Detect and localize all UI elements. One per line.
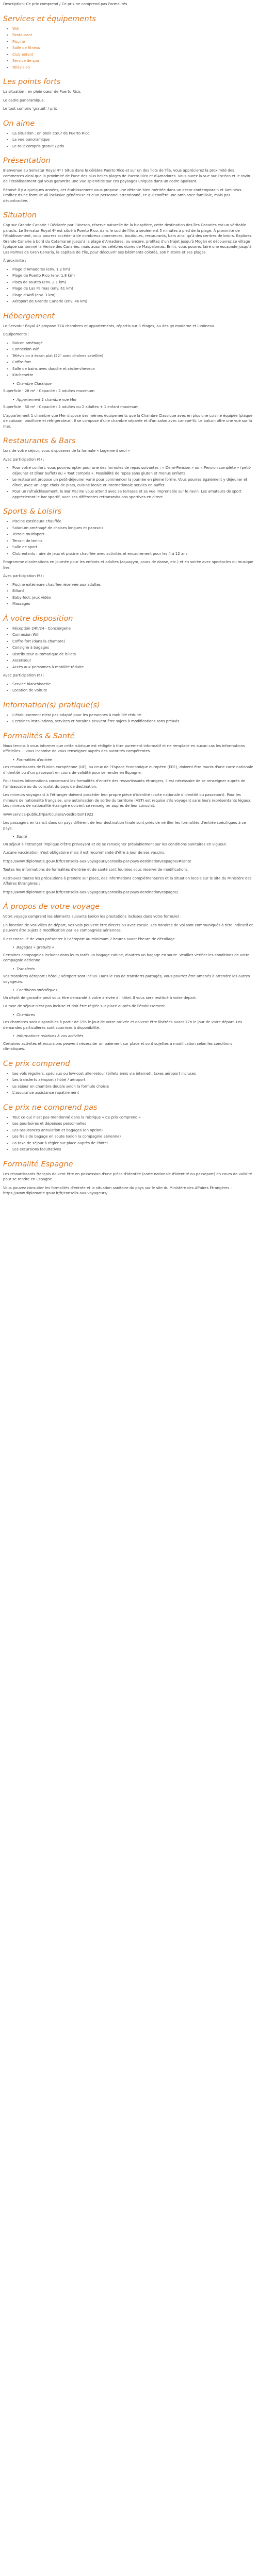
situation-list <box>3 267 255 304</box>
section-title-sports: Sports & Loisirs <box>3 507 62 516</box>
paragraph: Un séjour à l'étranger implique d'être prévoyant et de se renseigner préalablement sur les conditions sanitaires en vigueur. <box>3 842 227 846</box>
paragraph: https://www.diplomatie.gouv.fr/fr/conseils-aux-voyageurs/conseils-par-pays-destination/espagne/#sante <box>3 859 191 863</box>
list-item: • Salle de bains avec douche et sèche-cheveux <box>12 366 255 372</box>
list-item: • Plaza de Taurito (env. 2,1 km) <box>12 280 255 285</box>
service-link[interactable]: Service de spa <box>12 59 39 63</box>
section-title-forts: Les points forts <box>3 78 61 86</box>
list-item: • Distributeur automatique de billets <box>12 652 255 657</box>
list-item: • L'assurance assistance rapatriement <box>12 1090 255 1096</box>
section-title-services: Services et équipements <box>3 14 96 23</box>
section-title-presentation: Présentation <box>3 157 51 165</box>
paragraph: Il est conseillé de vous présenter à l'aéroport au minimum 2 heures avant l'heure de décollage. <box>3 937 176 941</box>
list-item: • La situation : en plein cœur de Puerto Rico <box>12 131 255 137</box>
list-item: • Accès aux personnes à mobilité réduite <box>12 665 255 670</box>
service-link[interactable]: Wifi <box>12 26 20 31</box>
paragraph: Retrouvez toutes les précautions à prendre sur place, des informations complémentaires et la situation locale sur le site du Ministère des Affaires Étrangères : <box>3 876 252 886</box>
paragraph: En fonction de vos villes de départ, vos vols peuvent être directs ou avec escale. Les horaires de vol sont communiqués à titre indicatif et peuvent être sujets à modification par les compagnies aériennes. <box>3 923 253 933</box>
section-title-comprend: Ce prix comprend <box>3 1059 70 1068</box>
paragraph: https://www.diplomatie.gouv.fr/fr/conseils-aux-voyageurs/conseils-par-pays-destination/espagne/ <box>3 890 179 894</box>
infos-list <box>3 713 255 724</box>
list-item: • Plage d'Anfi (env. 3 km) <box>12 293 255 298</box>
paragraph: Votre voyage comprend les éléments suivants (selon les prestations incluses dans votre formule) : <box>3 914 182 919</box>
paragraph: La situation : en plein cœur de Puerto Rico. <box>3 90 82 94</box>
section-title-apropos: À propos de votre voyage <box>3 903 100 911</box>
list-item: • Connexion Wifi <box>12 347 255 352</box>
paragraph: Aucune vaccination n'est obligatoire mais il est recommandé d'être à jour de ses vaccins. <box>3 851 166 855</box>
paragraph: Nous tenons à vous informer que cette rubrique est rédigée à titre purement informatif et ne remplace en aucun cas les informations officielles. Il vous incombe de vous renseigner auprès des autorités compétentes. <box>3 743 245 753</box>
comprend-list <box>3 1071 255 1096</box>
service-link[interactable]: Club enfant <box>12 52 34 57</box>
sports-paid-list <box>3 582 255 607</box>
list-item: • Terrain multisport <box>12 532 255 537</box>
list-item: • Les frais de bagage en soute (selon la compagnie aérienne) <box>12 1134 255 1140</box>
disposition-list <box>3 626 255 670</box>
subsection-label: • Bagages « gratuits » <box>12 945 255 951</box>
paragraph: Avec participation (€) : <box>3 673 44 677</box>
subsection-label: • Conditions spécifiques <box>12 988 255 993</box>
list-item <box>12 45 255 51</box>
list-item: • Massages <box>12 601 255 607</box>
list-item: • Le tout compris gratuit / prix <box>12 144 255 149</box>
paragraph: La taxe de séjour n'est pas incluse et doit être réglée sur place auprès de l'établissement. <box>3 1004 166 1008</box>
paragraph: Avec participation (€) : <box>3 574 44 578</box>
room-type-label: • Appartement 1 chambre vue Mer <box>12 397 255 403</box>
list-item: • Tout ce qui n'est pas mentionné dans la rubrique « Ce prix comprend » <box>12 1115 255 1121</box>
list-item: • Les transferts aéroport / hôtel / aéroport <box>12 1077 255 1083</box>
paragraph: Superficie : 28 m² - Capacité : 2 adultes maximum <box>3 389 95 393</box>
paragraph: Vous pouvez consulter les formalités d'entrée et la situation sanitaire du pays sur le site du Ministère des Affaires Étrangères : https://www.diplomatie.gouv.fr/fr/conseils-aux-voyageurs/ <box>3 1185 232 1195</box>
list-item: • Kitchenette <box>12 372 255 378</box>
subsection-label: • Transferts <box>12 967 255 972</box>
list-item: • Les assurances annulation et bagages (en option) <box>12 1128 255 1133</box>
paragraph: Le tout compris 'gratuit' / prix <box>3 107 57 111</box>
paragraph: Certaines activités et excursions peuvent nécessiter un paiement sur place et sont sujettes à modification selon les conditions climatiques. <box>3 1041 233 1051</box>
service-link[interactable]: Télévision <box>12 65 30 70</box>
paragraph: À proximité : <box>3 259 26 263</box>
room-type-label: • Chambre Classique <box>12 381 255 387</box>
paragraph: Vos transferts aéroport / hôtel / aéroport sont inclus. Dans le cas de transferts partagés, vous pourrez être amenés à attendre les autres voyageurs. <box>3 974 250 984</box>
section-title-infos: Information(s) pratique(s) <box>3 701 100 709</box>
service-link[interactable]: Salle de fitness <box>12 46 40 50</box>
list-item: • La vue panoramique <box>12 137 255 143</box>
paragraph: Certaines compagnies incluent dans leurs tarifs un bagage cabine, d'autres un bagage en soute. Veuillez vérifier les conditions de votre compagnie aérienne. <box>3 953 250 962</box>
section-title-disposition: À votre disposition <box>3 614 73 623</box>
paragraph: www.service-public.fr/particuliers/vosdroits/F1922 <box>3 812 94 817</box>
subsection-label: • Santé <box>12 834 255 840</box>
sports-list <box>3 519 255 556</box>
list-item: • Salle de sport <box>12 545 255 550</box>
paragraph: Programme d'animations en journée pour les enfants et adultes (aquagym, cours de danse, etc.) et en soirée avec spectacles ou musique live. <box>3 560 253 570</box>
paragraph: Lors de votre séjour, vous disposerez de la formule « Logement seul » <box>3 449 130 453</box>
subsection-label: • Informations relatives à vos activités <box>12 1033 255 1039</box>
paragraph: Les passagers en transit dans un pays différent de leur destination finale sont priés de vérifier les formalités d'entrée spécifiques à ce pays. <box>3 821 246 831</box>
paragraph: Un dépôt de garantie peut vous être demandé à votre arrivée à l'hôtel. Il vous sera restitué à votre départ. <box>3 995 197 1000</box>
disposition-paid-list <box>3 682 255 693</box>
list-item: • Pour un rafraîchissement, le Bar Piscine vous attend avec sa terrasse et sa vue imprenable sur le ravin. Les amateurs de sport apprécieront le bar sportif, avec ses différentes retransmissions sportives en direct. <box>12 489 255 500</box>
restaurants-list <box>3 465 255 500</box>
list-item: • Les excursions facultatives <box>12 1147 255 1153</box>
list-item: • Plage de Las Palmas (env. 61 km) <box>12 286 255 292</box>
paragraph: Les ressortissants de l'Union européenne (UE), ou ceux de l'Espace économique européen (EEE), doivent être munis d'une carte nationale d'identité ou d'un passeport en cours de validité pour se rendre en Espagne. <box>3 765 253 775</box>
list-item: • Ascenseur <box>12 658 255 664</box>
list-item: • Club enfants : aire de jeux et piscine chauffée avec activités et encadrement pour les 4 à 12 ans <box>12 551 255 557</box>
service-link[interactable]: Piscine <box>12 39 25 44</box>
paragraph: Superficie : 50 m² - Capacité : 2 adultes ou 2 adultes + 1 enfant maximum <box>3 405 139 409</box>
list-item: • Piscine extérieure chauffée <box>12 519 255 524</box>
list-item: • Certaines installations, services et horaires peuvent être sujets à modifications sans préavis. <box>12 719 255 724</box>
list-item: • Le restaurant propose un petit-déjeuner varié pour commencer la journée en pleine forme. Vous pourrez également y déjeuner et dîner, avec un large choix de plats, cuisine locale et internationale servies en buffet. <box>12 477 255 488</box>
header-line: Description: Ce prix comprend / Ce prix ne comprend pas Formalités <box>3 2 127 6</box>
paragraph: Avec participation (€) : <box>3 457 44 462</box>
section-title-situation: Situation <box>3 211 37 219</box>
list-item <box>12 32 255 38</box>
list-item: • Pour votre confort, vous pourrez opter pour une des formules de repas suivantes : « Demi-Pension » ou « Pension complète » (petit-déjeuner et dîner buffet) ou « Tout compris ». Possibilité de repas sans gluten et menus enfants. <box>12 465 255 476</box>
paragraph: L'appartement 1 chambre vue Mer dispose des mêmes équipements que la Chambre Classique avec en plus une cuisine équipée (plaque de cuisson, bouilloire et réfrigérateur). Il se compose d'une chambre séparée et d'un salon avec canapé-lit. Le balcon offre une vue sur la mer. <box>3 413 253 429</box>
list-item: • Solarium aménagé de chaises longues et parasols <box>12 526 255 531</box>
list-item: • Réception 24h/24 - Conciergerie <box>12 626 255 632</box>
paragraph: Toutes les informations de formalités d'entrée et de santé sont fournies sous réserve de modifications. <box>3 868 189 872</box>
section-title-hebergement: Hébergement <box>3 312 55 320</box>
section-title-aime: On aime <box>3 119 35 128</box>
paragraph: Le cadre panoramique. <box>3 98 45 103</box>
paragraph: Les mineurs voyageant à l'étranger doivent posséder leur propre pièce d'identité (carte nationale d'identité ou passeport). Pour les mineurs de nationalité française, une autorisation de sortie du territoire (AST) est requise s'ils voyagent sans leurs représentants légaux. Les mineurs de nationalité étrangère doivent se renseigner auprès de leur consulat. <box>3 793 252 808</box>
list-item: • Télévision à écran plat (22" avec chaînes satellite) <box>12 353 255 359</box>
list-item: • Location de voiture <box>12 688 255 693</box>
paragraph: Les ressortissants français doivent être en possession d'une pièce d'identité (carte nationale d'identité ou passeport) en cours de validité pour se rendre en Espagne. <box>3 1172 252 1181</box>
list-item: • Coffre-fort <box>12 360 255 365</box>
paragraph: Pour toutes informations concernant les formalités d'entrée des ressortissants étrangers, il est nécessaire de se renseigner auprès de l'ambassade ou du consulat du pays de destination. <box>3 779 246 789</box>
list-item: • Balcon aménagé <box>12 341 255 346</box>
paragraph: Cap sur Grande Canarie ! Déclarée par l'Unesco, réserve naturelle de la biosphère, cette destination des îles Canaries est un véritable paradis. Le Servatur Royal 4* est situé à Puerto Rico, dans le sud de l'île, à seulement 5 minutes à pied de la plage. À proximité de l'établissement, vous pourrez accéder à de nombreux commerces, boutiques, restaurants, bars ainsi qu'à des centres de loisirs. Explorez Grande Canarie à bord du Catamaran jusqu'à la plage d'Amadores, ou encore, profitez d'un trajet jusqu'à Mogán et découvrez ce village typique surnommé la Venise des Canaries, mais aussi les célèbres dunes de Maspalomas. Enfin, vous pourrez faire une escapade jusqu'à Las Palmas de Gran Canaria, la capitale de l'île, pour découvrir ses bâtiments colorés, son histoire et ses plages. <box>3 223 252 255</box>
paragraph: Les chambres sont disponibles à partir de 15h le jour de votre arrivée et doivent être libérées avant 12h le jour de votre départ. Les demandes particulières sont soumises à disponibilité. <box>3 1020 243 1030</box>
list-item: • Billard <box>12 588 255 594</box>
list-item: • Le séjour en chambre double selon la formule choisie <box>12 1084 255 1090</box>
aime-list <box>3 131 255 149</box>
section-title-formalites: Formalités & Santé <box>3 732 75 740</box>
list-item <box>12 58 255 64</box>
section-title-restaurants: Restaurants & Bars <box>3 437 76 445</box>
list-item <box>12 39 255 45</box>
list-item: • La taxe de séjour à régler sur place auprès de l'hôtel <box>12 1141 255 1146</box>
list-item: • Plage d'Amadores (env. 1,2 km) <box>12 267 255 273</box>
paragraph: Bienvenue au Servatur Royal 4* ! Situé dans le célèbre Puerto Rico et sur un des îlots de l'île, vous apprécierez la proximité des commerces ainsi que la proximité de l'une des plus belles plages de Puerto Rico et d'Amadores. Vous aurez la vue sur l'océan et le ravin de l'établissement qui vous garantira une vue splendide sur ces paysages uniques dans un cadre apaisant. <box>3 168 250 183</box>
paragraph: Équipements : <box>3 332 29 336</box>
paragraph: Rénové il y a quelques années, cet établissement vous propose une détente bien méritée dans un décor contemporain et lumineux. Profitez d'une formule all inclusive généreuse et d'un personnel attentionné, ce qui confère une ambiance familiale, mais pas décontractée. <box>3 188 243 203</box>
list-item: • Les pourboires et dépenses personnelles <box>12 1121 255 1127</box>
section-title-ne-comprend: Ce prix ne comprend pas <box>3 1103 98 1112</box>
list-item <box>12 65 255 71</box>
hebergement-list <box>3 341 255 378</box>
list-item: • Terrain de tennis <box>12 538 255 544</box>
subsection-label: • Chambres <box>12 1012 255 1018</box>
ne-comprend-list <box>3 1115 255 1153</box>
list-item <box>12 52 255 58</box>
list-item: • Consigne à bagages <box>12 645 255 651</box>
paragraph: Le Servatur Royal 4* propose 374 chambres et appartements, répartis sur 3 étages, au design moderne et lumineux. <box>3 324 216 328</box>
list-item: • Service blanchisserie <box>12 682 255 687</box>
list-item: • Les vols réguliers, spéciaux ou low-cost aller-retour (billets émis via internet), taxes aéroport incluses <box>12 1071 255 1077</box>
list-item <box>12 26 255 32</box>
service-link[interactable]: Restaurant <box>12 33 33 37</box>
list-item: • Coffre-fort (dans la chambre) <box>12 639 255 645</box>
services-list <box>3 26 255 71</box>
list-item: • Piscine extérieure chauffée réservée aux adultes <box>12 582 255 588</box>
subsection-label: • Formalités d'entrée <box>12 757 255 763</box>
list-item: • Connexion Wifi <box>12 632 255 638</box>
list-item: • Plage de Puerto Rico (env. 1,8 km) <box>12 273 255 279</box>
page <box>0 0 258 1196</box>
list-item: • Aéroport de Grande Canarie (env. 46 km) <box>12 299 255 304</box>
section-title-formalite: Formalité Espagne <box>3 1160 73 1168</box>
list-item: • Baby-foot, jeux vidéo <box>12 595 255 601</box>
list-item: • L'établissement n'est pas adapté pour les personnes à mobilité réduite. <box>12 713 255 718</box>
